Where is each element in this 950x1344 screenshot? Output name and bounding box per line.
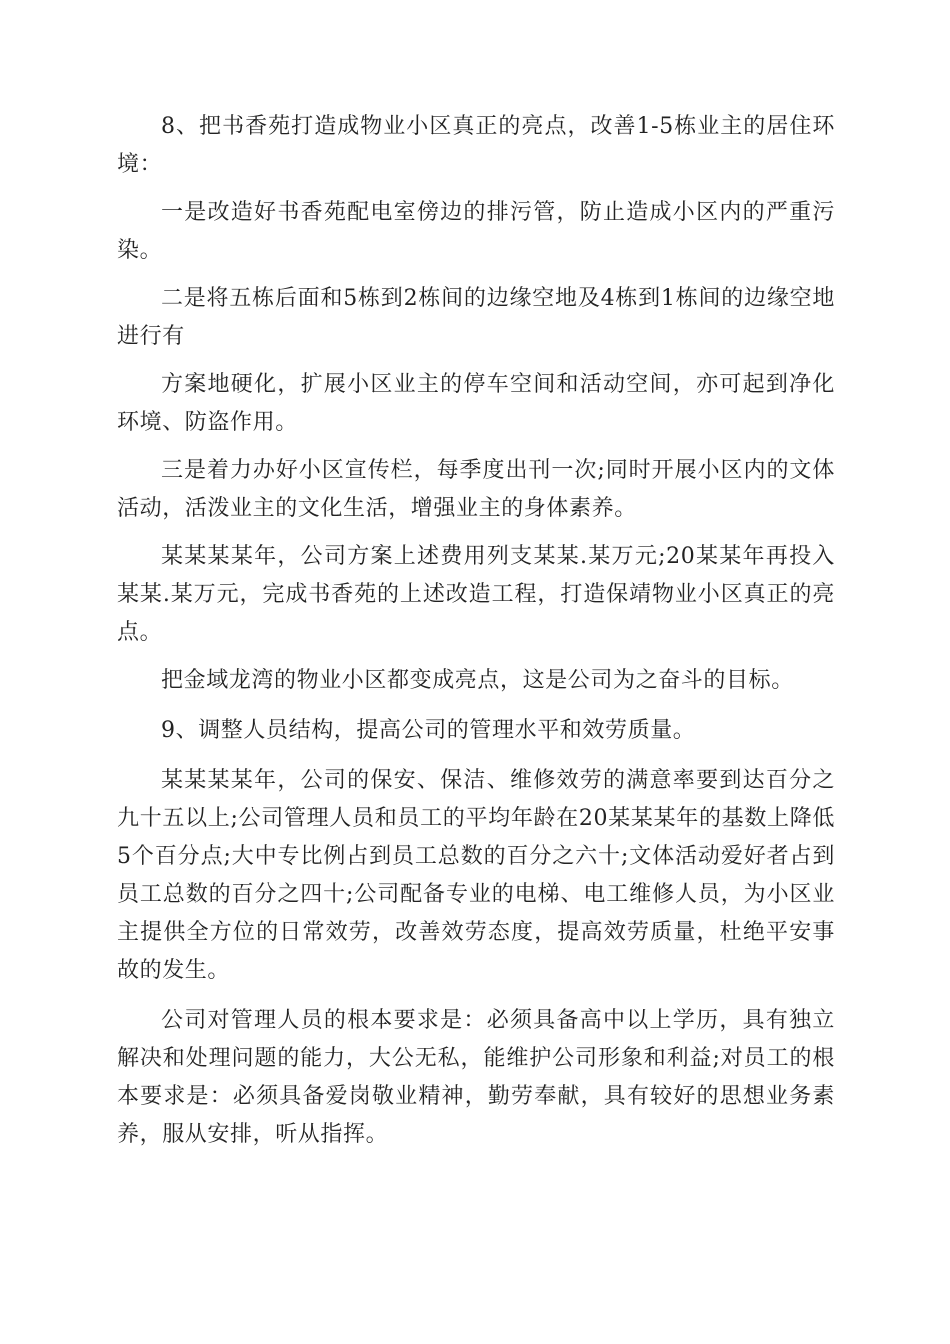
paragraph-bulletin-board: 三是着力办好小区宣传栏，每季度出刊一次;同时开展小区内的文体活动，活泼业主的文化生活，增强业主的身体素养。 xyxy=(117,458,835,521)
paragraph-item-9: 9、调整人员结构，提高公司的管理水平和效劳质量。 xyxy=(161,718,696,743)
document-body xyxy=(117,108,835,1154)
paragraph-budget: 某某某某年，公司方案上述费用列支某某.某万元;20某某年再投入某某.某万元，完成书香苑的上述改造工程，打造保靖物业小区真正的亮点。 xyxy=(117,544,835,645)
paragraph-staff-requirements: 公司对管理人员的根本要求是：必须具备高中以上学历，具有独立解决和处理问题的能力，大公无私，能维护公司形象和利益;对员工的根本要求是：必须具备爱岗敬业精神，勤劳奉献，具有较好的思想业务素养，服从安排，听从指挥。 xyxy=(117,1008,835,1147)
paragraph-staff-targets: 某某某某年，公司的保安、保洁、维修效劳的满意率要到达百分之九十五以上;公司管理人员和员工的平均年龄在20某某某年的基数上降低5个百分点;大中专比例占到员工总数的百分之六十;文体活动爱好者占到员工总数的百分之四十;公司配备专业的电梯、电工维修人员，为小区业主提供全方位的日常效劳，改善效劳态度，提高效劳质量，杜绝平安事故的发生。 xyxy=(117,768,835,983)
paragraph-item-8: 8、把书香苑打造成物业小区真正的亮点，改善1-5栋业主的居住环境： xyxy=(117,114,835,177)
paragraph-vacant-land: 二是将五栋后面和5栋到2栋间的边缘空地及4栋到1栋间的边缘空地进行有 xyxy=(117,286,835,349)
paragraph-drainage: 一是改造好书香苑配电室傍边的排污管，防止造成小区内的严重污染。 xyxy=(117,200,835,263)
paragraph-goal: 把金域龙湾的物业小区都变成亮点，这是公司为之奋斗的目标。 xyxy=(161,668,794,693)
paragraph-hardening: 方案地硬化，扩展小区业主的停车空间和活动空间，亦可起到净化环境、防盗作用。 xyxy=(117,372,835,435)
